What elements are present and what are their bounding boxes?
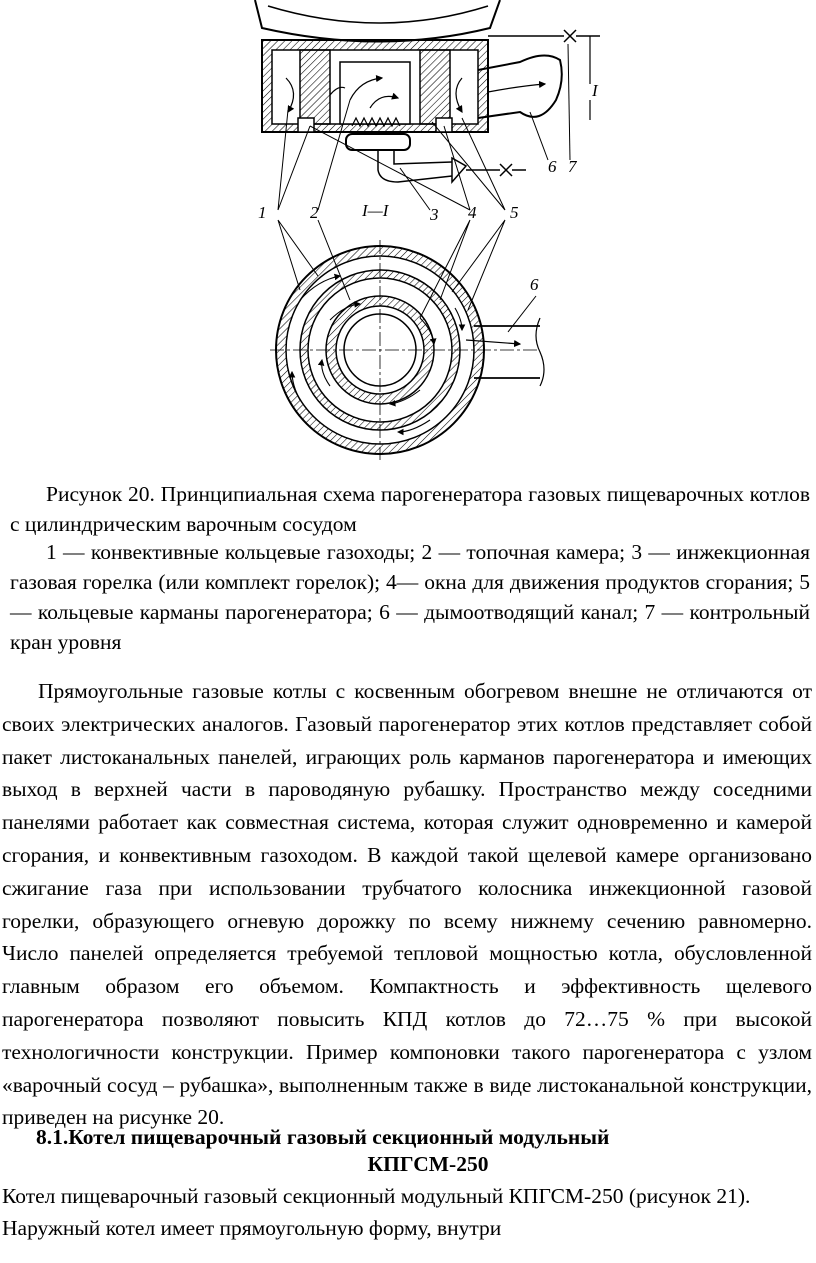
body-paragraph: Прямоугольные газовые котлы с косвенным обогревом внешне не отличаются от своих электрических аналогов. Газовый парогенератор этих котлов представляет собой пакет листоканальных панелей, играющих роль карманов парогенератора и имеющих выход в верхней части в пароводяную рубашку. Пространство между соседними панелями работает как совместная система, которая служит одновременно и камерой сгорания, и конвективным газоходом. В каждой такой щелевой камере организовано сжигание газа при использовании трубчатого колосника инжекционной газовой горелки, образующего огневую дорожку по всему нижнему сечению равномерно. Число панелей определяется требуемой тепловой мощностью котла, обусловленной главным образом его объемом. Компактность и эффективность щелевого парогенератора позволяют повысить КПД котлов до 72…75 % при высокой технологичности конструкции. Пример компоновки такого парогенератора с узлом «варочный сосуд – рубашка», выполненным также в виде листоканальной конструкции, приведен на рисунке 20.: [2, 679, 812, 1130]
section-view: [255, 0, 600, 210]
label-5: 5: [510, 203, 519, 222]
label-6: 6: [548, 157, 557, 176]
section-label: I—I: [362, 201, 389, 220]
label-3: 3: [430, 205, 439, 224]
continuation-paragraph: Котел пищеварочный газовый секционный модульный КПГСМ-250 (рисунок 21). Наружный котел имеет прямоугольную форму, внутри: [2, 1184, 751, 1240]
cut-marker: I: [592, 81, 598, 100]
figure-caption-legend: 1 — конвективные кольцевые газоходы; 2 — топочная камера; 3 — инжекционная газовая горелка (или комплект горелок); 4— окна для движения продуктов сгорания; 5 — кольцевые карманы парогенератора; 6 — дымоотводящий канал; 7 — контрольный кран уровня: [10, 540, 810, 654]
label-6-plan: 6: [530, 275, 539, 294]
label-1: 1: [258, 203, 267, 222]
boiler-schematic-figure: [0, 0, 816, 470]
plan-view: [270, 220, 544, 460]
section-heading-line2: КПГСМ-250: [367, 1152, 489, 1176]
label-7: 7: [568, 157, 577, 176]
figure-caption-title: Рисунок 20. Принципиальная схема парогенератора газовых пищеварочных котлов с цилиндрическим варочным сосудом: [10, 482, 810, 536]
section-heading-line1: 8.1.Котел пищеварочный газовый секционный модульный: [36, 1125, 610, 1149]
label-2: 2: [310, 203, 319, 222]
section-heading: [0, 1124, 816, 1178]
label-4: 4: [468, 203, 477, 222]
